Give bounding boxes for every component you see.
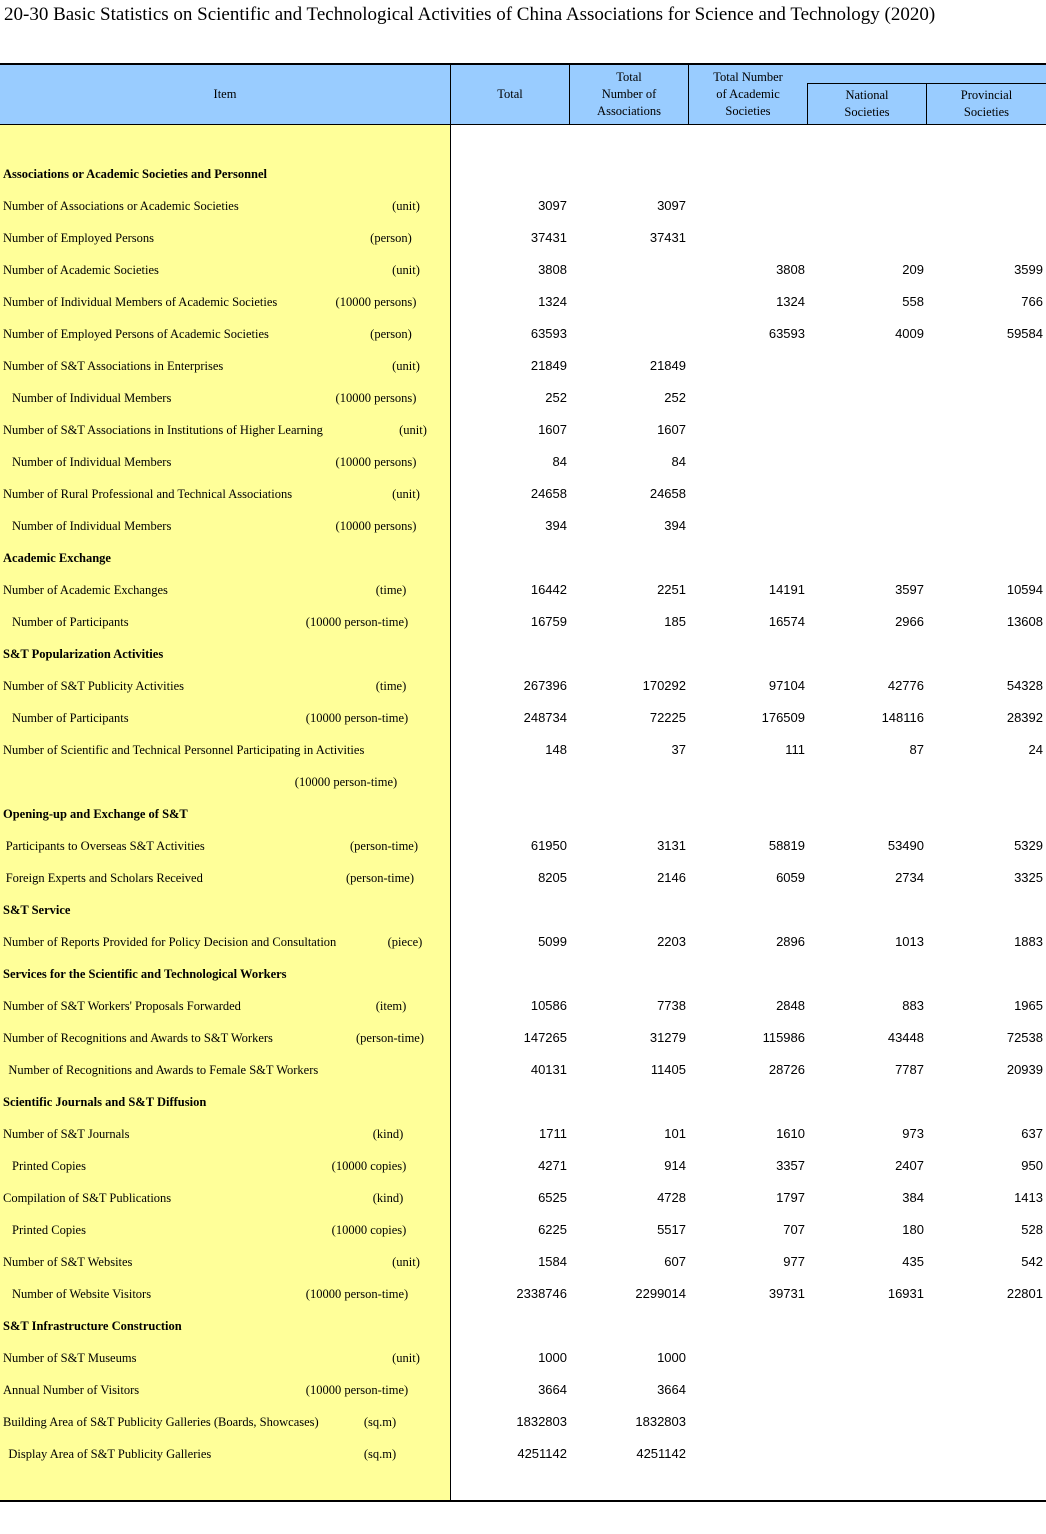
row-unit: (10000 persons) (335, 519, 417, 533)
cell-total-associations: 3131 (657, 838, 686, 853)
row-label: Number of Recognitions and Awards to S&T Workers (3, 1031, 273, 1045)
row-label: Participants to Overseas S&T Activities (5, 839, 205, 853)
cell-total: 6225 (538, 1222, 567, 1237)
table-row (0, 926, 1046, 958)
section-label: Opening-up and Exchange of S&T (3, 807, 188, 821)
cell-provincial: 542 (1021, 1254, 1043, 1269)
row-unit: (unit) (392, 1351, 420, 1365)
cell-total-associations: 11405 (650, 1062, 686, 1077)
section-row (0, 894, 1046, 926)
table-row (0, 1342, 1046, 1374)
cell-total: 6525 (538, 1190, 567, 1205)
table-row (0, 1022, 1046, 1054)
cell-total: 21849 (530, 358, 567, 373)
row-label: Number of S&T Websites (3, 1255, 133, 1269)
section-row (0, 542, 1046, 574)
cell-national: 148116 (881, 710, 924, 725)
cell-total: 4251142 (517, 1446, 567, 1461)
table-row (0, 446, 1046, 478)
table-row (0, 1150, 1046, 1182)
row-label: Number of S&T Associations in Institutions of Higher Learning (3, 423, 323, 437)
cell-total-associations: 1000 (657, 1350, 686, 1365)
section-row (0, 798, 1046, 830)
cell-total-associations: 31279 (649, 1030, 686, 1045)
table-row (0, 670, 1046, 702)
section-row (0, 1310, 1046, 1342)
cell-total: 16759 (530, 614, 567, 629)
row-unit: (sq.m) (363, 1415, 397, 1429)
cell-national: 3597 (895, 582, 924, 597)
cell-total-academic: 111 (785, 742, 805, 757)
cell-national: 435 (902, 1254, 924, 1269)
cell-national: 53490 (887, 838, 924, 853)
section-label: S&T Popularization Activities (3, 647, 164, 661)
cell-provincial: 22801 (1006, 1286, 1043, 1301)
cell-total: 1000 (538, 1350, 567, 1365)
cell-total: 267396 (523, 678, 567, 693)
cell-total-academic: 97104 (768, 678, 805, 693)
cell-total-associations: 4251142 (636, 1446, 686, 1461)
table-row (0, 574, 1046, 606)
cell-provincial: 13608 (1006, 614, 1043, 629)
cell-provincial: 3599 (1014, 262, 1043, 277)
cell-total: 3664 (538, 1382, 567, 1397)
cell-total-associations: 252 (664, 390, 686, 405)
row-label: Number of S&T Publicity Activities (3, 679, 185, 693)
row-unit: (kind) (372, 1191, 404, 1205)
cell-national: 973 (902, 1126, 924, 1141)
cell-national: 209 (902, 262, 924, 277)
row-label: Number of Individual Members (12, 455, 172, 469)
row-label: Compilation of S&T Publications (3, 1191, 172, 1205)
cell-total-academic: 14191 (768, 582, 805, 597)
cell-total: 1711 (539, 1126, 567, 1141)
header-total-associations: Total Number of Associations (597, 70, 661, 118)
cell-provincial: 1965 (1014, 998, 1043, 1013)
cell-total: 40131 (530, 1062, 567, 1077)
cell-total: 8205 (538, 870, 567, 885)
cell-provincial: 528 (1021, 1222, 1043, 1237)
cell-total: 61950 (530, 838, 567, 853)
row-unit: (10000 copies) (331, 1159, 407, 1173)
cell-provincial: 10594 (1006, 582, 1043, 597)
section-label: S&T Infrastructure Construction (3, 1319, 182, 1333)
cell-total: 3808 (538, 262, 567, 277)
cell-total-associations: 101 (664, 1126, 686, 1141)
cell-provincial: 5329 (1014, 838, 1043, 853)
cell-total-academic: 1797 (776, 1190, 805, 1205)
row-unit: (10000 person-time) (305, 1287, 409, 1301)
row-label: Printed Copies (12, 1159, 86, 1173)
header-provincial: Provincial Societies (960, 88, 1013, 119)
cell-total-associations: 4728 (657, 1190, 686, 1205)
cell-total: 1324 (538, 294, 567, 309)
row-unit: (unit) (392, 263, 420, 277)
table-row (0, 766, 1046, 798)
row-label: Number of Employed Persons of Academic Societies (3, 327, 269, 341)
cell-provincial: 24 (1028, 742, 1043, 757)
row-label: Number of Academic Societies (3, 263, 159, 277)
row-label: Number of Academic Exchanges (3, 583, 168, 597)
table-row (0, 1214, 1046, 1246)
cell-total-associations: 21849 (649, 358, 686, 373)
table-row (0, 1118, 1046, 1150)
row-label: Annual Number of Visitors (3, 1383, 140, 1397)
cell-total: 147265 (523, 1030, 567, 1045)
cell-total-academic: 63593 (768, 326, 805, 341)
table-row (0, 830, 1046, 862)
cell-total: 63593 (530, 326, 567, 341)
cell-total: 252 (545, 390, 567, 405)
cell-national: 180 (902, 1222, 924, 1237)
table-row (0, 414, 1046, 446)
cell-national: 2734 (895, 870, 924, 885)
cell-total: 84 (552, 454, 567, 469)
cell-national: 43448 (887, 1030, 924, 1045)
cell-total-associations: 3097 (657, 198, 686, 213)
section-label: Academic Exchange (3, 551, 111, 565)
cell-total-associations: 2251 (657, 582, 686, 597)
table-row (0, 1406, 1046, 1438)
cell-total-academic: 1610 (776, 1126, 805, 1141)
section-label: Services for the Scientific and Technological Workers (3, 967, 287, 981)
row-unit: (piece) (387, 935, 423, 949)
cell-total: 37431 (530, 230, 567, 245)
cell-total-academic: 977 (783, 1254, 805, 1269)
table-row (0, 1278, 1046, 1310)
cell-provincial: 1413 (1014, 1190, 1043, 1205)
table-row (0, 190, 1046, 222)
cell-total-academic: 16574 (768, 614, 805, 629)
table-row (0, 350, 1046, 382)
table-row (0, 1182, 1046, 1214)
section-row (0, 638, 1046, 670)
cell-national: 558 (902, 294, 924, 309)
table-row (0, 478, 1046, 510)
table-row (0, 1246, 1046, 1278)
cell-national: 883 (902, 998, 924, 1013)
cell-total: 1584 (538, 1254, 567, 1269)
row-unit: (10000 person-time) (294, 775, 398, 789)
cell-provincial: 766 (1021, 294, 1043, 309)
row-unit: (10000 persons) (335, 391, 417, 405)
table-row (0, 1374, 1046, 1406)
row-label: Display Area of S&T Publicity Galleries (8, 1447, 212, 1461)
cell-total-associations: 185 (664, 614, 686, 629)
cell-national: 2966 (895, 614, 924, 629)
cell-provincial: 59584 (1006, 326, 1043, 341)
cell-total-associations: 1832803 (635, 1414, 686, 1429)
row-label: Number of Individual Members of Academic Societies (3, 295, 278, 309)
cell-national: 384 (902, 1190, 924, 1205)
cell-total-associations: 5517 (657, 1222, 686, 1237)
cell-total-associations: 84 (671, 454, 686, 469)
cell-provincial: 1883 (1014, 934, 1043, 949)
cell-provincial: 28392 (1006, 710, 1043, 725)
row-unit: (unit) (392, 1255, 420, 1269)
cell-national: 87 (909, 742, 924, 757)
row-label: Number of Individual Members (12, 391, 172, 405)
cell-total: 16442 (530, 582, 567, 597)
cell-total: 248734 (523, 710, 567, 725)
row-unit: (unit) (392, 359, 420, 373)
section-label: Scientific Journals and S&T Diffusion (3, 1095, 207, 1109)
cell-total-academic: 6059 (776, 870, 805, 885)
table-bottom-rule (0, 1500, 1046, 1502)
cell-total: 394 (545, 518, 567, 533)
cell-national: 1013 (895, 934, 924, 949)
table-row (0, 510, 1046, 542)
cell-national: 16931 (887, 1286, 924, 1301)
row-label: Number of Employed Persons (3, 231, 155, 245)
row-label: Number of Participants (12, 711, 129, 725)
cell-total-academic: 2848 (776, 998, 805, 1013)
table-row (0, 734, 1046, 766)
row-unit: (person) (370, 231, 412, 245)
table-row (0, 702, 1046, 734)
cell-total-associations: 170292 (642, 678, 686, 693)
cell-provincial: 54328 (1006, 678, 1043, 693)
row-label: Number of Rural Professional and Technical Associations (3, 487, 293, 501)
cell-total-associations: 1607 (657, 422, 686, 437)
row-label: Number of Website Visitors (12, 1287, 152, 1301)
cell-total: 4271 (538, 1158, 567, 1173)
row-unit: (unit) (399, 423, 427, 437)
row-label: Number of S&T Associations in Enterprises (3, 359, 224, 373)
cell-total: 3097 (538, 198, 567, 213)
row-label: Number of Individual Members (12, 519, 172, 533)
cell-total-associations: 7738 (657, 998, 686, 1013)
cell-total-associations: 72225 (649, 710, 686, 725)
row-label: Number of S&T Workers' Proposals Forwarded (3, 999, 241, 1013)
cell-total: 10586 (530, 998, 567, 1013)
header-national: National Societies (844, 88, 890, 119)
row-unit: (person) (370, 327, 412, 341)
cell-total-associations: 37 (671, 742, 686, 757)
section-label: Associations or Academic Societies and Personnel (3, 167, 267, 181)
cell-total: 24658 (530, 486, 567, 501)
table-row (0, 1054, 1046, 1086)
table-row (0, 862, 1046, 894)
cell-total: 2338746 (516, 1286, 567, 1301)
row-unit: (10000 person-time) (305, 711, 409, 725)
section-label: S&T Service (3, 903, 71, 917)
cell-national: 42776 (887, 678, 924, 693)
section-row (0, 958, 1046, 990)
cell-provincial: 950 (1021, 1158, 1043, 1173)
row-unit: (unit) (392, 199, 420, 213)
cell-total-associations: 2146 (657, 870, 686, 885)
cell-total-academic: 1324 (776, 294, 805, 309)
row-label: Number of Recognitions and Awards to Female S&T Workers (8, 1063, 319, 1077)
row-unit: (10000 person-time) (305, 1383, 409, 1397)
cell-total-academic: 39731 (768, 1286, 805, 1301)
cell-total-academic: 3357 (776, 1158, 805, 1173)
row-unit: (item) (375, 999, 407, 1013)
row-unit: (person-time) (349, 839, 419, 853)
cell-total: 1607 (538, 422, 567, 437)
row-unit: (person-time) (355, 1031, 425, 1045)
cell-total-associations: 37431 (649, 230, 686, 245)
cell-provincial: 72538 (1006, 1030, 1043, 1045)
row-label: Number of S&T Museums (3, 1351, 137, 1365)
header-total-academic: Total Number of Academic Societies (713, 70, 783, 118)
table-row (0, 318, 1046, 350)
row-label: Number of Reports Provided for Policy Decision and Consultation (3, 935, 337, 949)
section-row (0, 158, 1046, 190)
table-row (0, 382, 1046, 414)
cell-total: 5099 (538, 934, 567, 949)
cell-total-associations: 24658 (649, 486, 686, 501)
cell-national: 2407 (895, 1158, 924, 1173)
table-header (0, 63, 1046, 125)
cell-national: 4009 (895, 326, 924, 341)
cell-total: 1832803 (516, 1414, 567, 1429)
row-unit: (time) (375, 583, 407, 597)
cell-total-associations: 2203 (657, 934, 686, 949)
row-label: Building Area of S&T Publicity Galleries (Boards, Showcases) (3, 1415, 319, 1429)
cell-provincial: 3325 (1014, 870, 1043, 885)
cell-total-academic: 2896 (776, 934, 805, 949)
row-unit: (10000 persons) (335, 295, 417, 309)
row-label: Number of Associations or Academic Societies (3, 199, 239, 213)
row-unit: (unit) (392, 487, 420, 501)
cell-total: 148 (545, 742, 567, 757)
row-unit: (person-time) (345, 871, 415, 885)
table-row (0, 606, 1046, 638)
cell-total-academic: 115986 (762, 1030, 805, 1045)
cell-total-academic: 176509 (761, 710, 805, 725)
cell-national: 7787 (895, 1062, 924, 1077)
row-label: Number of S&T Journals (3, 1127, 130, 1141)
table-row (0, 990, 1046, 1022)
row-label: Number of Participants (12, 615, 129, 629)
row-unit: (10000 copies) (331, 1223, 407, 1237)
row-unit: (sq.m) (363, 1447, 397, 1461)
cell-total-academic: 58819 (768, 838, 805, 853)
row-label: Foreign Experts and Scholars Received (5, 871, 203, 885)
row-unit: (kind) (372, 1127, 404, 1141)
table-row (0, 1438, 1046, 1470)
section-row (0, 1086, 1046, 1118)
cell-provincial: 637 (1021, 1126, 1043, 1141)
cell-total-associations: 3664 (657, 1382, 686, 1397)
cell-provincial: 20939 (1006, 1062, 1043, 1077)
cell-total-associations: 914 (664, 1158, 686, 1173)
table-row (0, 286, 1046, 318)
cell-total-academic: 707 (783, 1222, 805, 1237)
cell-total-academic: 3808 (776, 262, 805, 277)
table-row (0, 222, 1046, 254)
page-title: 20-30 Basic Statistics on Scientific and Technological Activities of China Associations for Science and Technology (2020) (4, 4, 936, 25)
row-label: Number of Scientific and Technical Personnel Participating in Activities (3, 743, 365, 757)
row-label: Printed Copies (12, 1223, 86, 1237)
header-total: Total (497, 87, 523, 101)
cell-total-associations: 394 (664, 518, 686, 533)
cell-total-academic: 28726 (768, 1062, 805, 1077)
cell-total-associations: 2299014 (635, 1286, 686, 1301)
row-unit: (10000 persons) (335, 455, 417, 469)
row-unit: (10000 person-time) (305, 615, 409, 629)
row-unit: (time) (375, 679, 407, 693)
header-item: Item (213, 87, 237, 101)
cell-total-associations: 607 (664, 1254, 686, 1269)
table-row (0, 254, 1046, 286)
